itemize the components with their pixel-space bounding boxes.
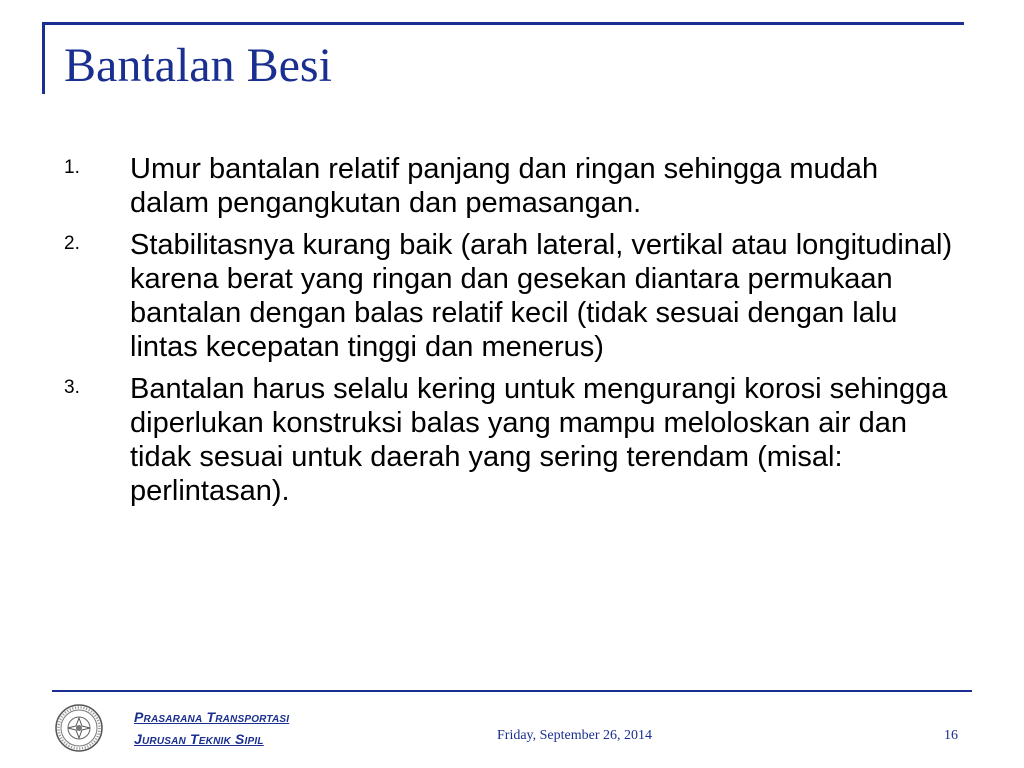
page-number: 16 xyxy=(944,728,958,743)
header-left-rule xyxy=(42,22,45,94)
item-text: Stabilitasnya kurang baik (arah lateral, vertikal atau longitudinal) karena berat yang ringan dan gesekan diantara permukaan bantalan dengan balas relatif kecil (tidak sesuai dengan lalu lintas kecepatan tinggi dan menerus) xyxy=(130,229,953,363)
footer-rule xyxy=(52,690,972,692)
footer-department-name: Jurusan Teknik Sipil xyxy=(134,731,264,747)
slide-title: Bantalan Besi xyxy=(64,39,332,92)
item-number: 1. xyxy=(64,157,80,178)
bullet-list xyxy=(60,152,960,516)
footer-course-name: Prasarana Transportasi xyxy=(134,709,290,725)
item-number: 2. xyxy=(64,233,80,254)
footer-date: Friday, September 26, 2014 xyxy=(497,728,653,743)
list-item xyxy=(60,228,960,364)
item-text: Bantalan harus selalu kering untuk mengurangi korosi sehingga diperlukan konstruksi balas yang mampu meloloskan air dan tidak sesuai untuk daerah yang sering terendam (misal: perlintasan). xyxy=(130,373,948,507)
list-item xyxy=(60,372,960,508)
footer-organization xyxy=(134,706,289,750)
list-item xyxy=(60,152,960,220)
university-seal-icon xyxy=(54,703,104,753)
header-top-rule xyxy=(42,22,964,25)
item-number: 3. xyxy=(64,377,80,398)
item-text: Umur bantalan relatif panjang dan ringan sehingga mudah dalam pengangkutan dan pemasangan. xyxy=(130,153,879,219)
